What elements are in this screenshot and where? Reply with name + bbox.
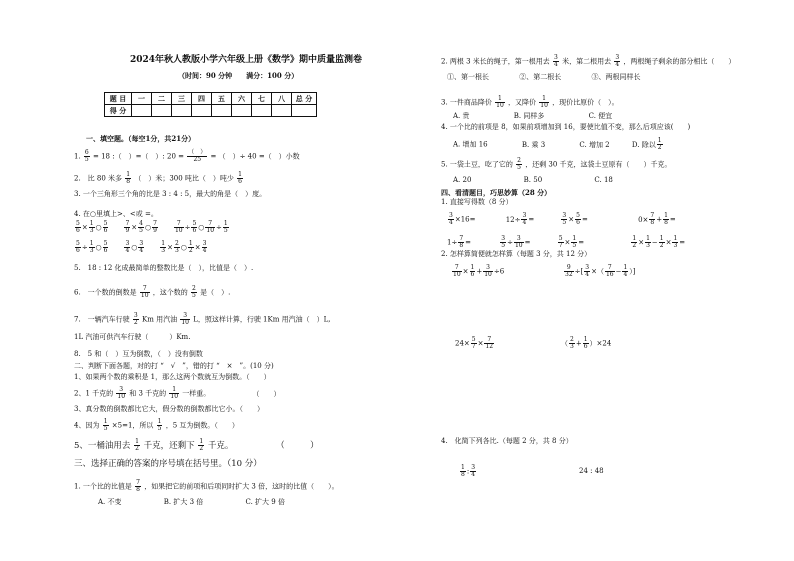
question-3: 3. 一个三角形三个角的比是 3 : 4 : 5，最大的角是（ ）度。: [74, 190, 267, 198]
score-input-cell[interactable]: [232, 105, 252, 117]
ratio-expression-2: 24 : 48: [579, 467, 604, 475]
score-cell: 七: [252, 93, 272, 105]
score-table-score-row: [105, 105, 317, 117]
score-cell: 一: [132, 93, 152, 105]
choice-5: 5. 一袋土豆，吃了它的 $\frac{2}{5}$ ，还剩 30 千克，这袋土豆原有（ ）千克。: [441, 157, 672, 171]
score-input-cell[interactable]: [132, 105, 152, 117]
calc-expression-2: $\frac{9}{32}$ ÷[ $\frac{3}{4}$ ×（ $\frac{7}{16}$ − $\frac{1}{4}$ ）]: [565, 264, 636, 278]
option[interactable]: C. 增加 2: [579, 140, 610, 149]
q-text: = 18 :（ ）=（ ）: 20 =: [92, 152, 185, 161]
choice-5-options: [453, 176, 613, 185]
score-input-cell[interactable]: [252, 105, 272, 117]
option[interactable]: B. 50: [523, 176, 543, 184]
question-8: 8. 5 和（ ）互为倒数，（ ）没有倒数: [74, 350, 203, 358]
score-cell: 总 分: [292, 93, 317, 105]
score-input-cell[interactable]: [192, 105, 212, 117]
score-input-cell[interactable]: [292, 105, 317, 117]
score-input-cell[interactable]: [152, 105, 172, 117]
option[interactable]: B. 扩大 3 倍: [163, 498, 204, 506]
choice-2: 2. 两根 3 米长的绳子，第一根用去 $\frac{3}{4}$ 米，第二根用去 $\frac{3}{4}$ ，两根绳子剩余的部分相比（ ）: [441, 54, 736, 68]
section-2-title: 二、判断下面各题，对的打 “ √ ”，错的打 “ × ”。(10 分): [74, 362, 274, 370]
fraction: （ ） 25: [188, 149, 207, 163]
score-input-cell[interactable]: [272, 105, 292, 117]
option[interactable]: B. 乘 3: [521, 140, 546, 149]
choice-3: 3. 一件商品降价 $\frac{1}{10}$ ，又降价 $\frac{1}{10}$ ，现价比原价（ ）。: [441, 95, 619, 109]
choice-2-options: [447, 73, 640, 82]
option[interactable]: C. 扩大 9 倍: [245, 498, 285, 506]
score-cell: 三: [172, 93, 192, 105]
calc-expression-4: （ $\frac{2}{3}$ + $\frac{1}{6}$ ）×24: [561, 336, 612, 350]
judge-5: 5、一桶油用去 $\frac{1}{2}$ 千克，还剩下 $\frac{1}{2}$ 千克。 （ ）: [74, 438, 319, 452]
page-title: 2024年秋人教版小学六年级上册《数学》期中质量监测卷: [130, 55, 363, 65]
exam-info: （时间：90 分钟 满分：100 分）: [178, 71, 299, 80]
judge-1: 1、如果两个数的乘积是 1，那么这两个数就互为倒数。（ ）: [74, 373, 271, 381]
judge-4: 4、因为 $\frac{1}{5}$ ×5=1，所以 $\frac{1}{5}$ ，5 互为倒数。（ ）: [74, 418, 239, 432]
option[interactable]: B. 同样多: [513, 112, 545, 120]
question-4-row-2: $\frac{5}{6}$ ÷ $\frac{1}{3}$ ○ $\frac{5}{6}$ $\frac{3}{4}$ ○ $\frac{3}{4}$ $\frac{1}{3}$ × $\frac{2}{3}$ ○ $\frac{1}{2}$ × $\frac{3}{4}$: [76, 240, 207, 254]
mental-math-row-2: 1÷ $\frac{7}{8}$ = $\frac{3}{5}$ ÷ $\frac{3}{10}$ = $\frac{5}{7}$ × $\frac{1}{5}$ = $\frac{1}{2}$ × $\frac{1}{3}$ − $\frac{1}{2}$ × $\frac{1}{3}$ =: [447, 235, 686, 249]
question-6: 6. 一个数的倒数是 $\frac{7}{10}$ ，这个数的 $\frac{2}{5}$ 是（ ）.: [74, 285, 231, 299]
q-text: 1.: [74, 152, 81, 161]
score-table-header-row: [105, 93, 317, 105]
choice-4: 4. 一个比的前项是 8，如果前项增加到 16，要使比值不变，那么后项应该( ): [441, 123, 691, 131]
part-4-title: 4. 化简下列各比.（每题 2 分，共 8 分）: [441, 437, 573, 445]
ratio-expression-1: $\frac{1}{8}$ : $\frac{3}{4}$: [461, 464, 476, 478]
q-text: = （ ）÷ 40 =（ ）小数: [210, 152, 300, 161]
section-3-title: 三、选择正确的答案的序号填在括号里。（10 分）: [74, 459, 262, 469]
score-cell: 六: [232, 93, 252, 105]
score-cell: 四: [192, 93, 212, 105]
section-4-title: 四、看清题目，巧思妙算（28 分）: [441, 188, 552, 197]
question-2: [74, 172, 244, 185]
option[interactable]: A. 增加 16: [453, 140, 488, 149]
score-cell: 题 目: [105, 93, 132, 105]
score-cell: 得 分: [105, 105, 132, 117]
part-2-title: 2. 怎样算简便就怎样算（每题 3 分，共 12 分）: [441, 250, 592, 258]
option[interactable]: A. 不变: [98, 498, 122, 506]
score-cell: 五: [212, 93, 232, 105]
section-1-title: 一、填空题。（每空1分，共21分）: [86, 134, 196, 143]
option[interactable]: A. 贵: [453, 112, 470, 120]
calc-expression-3: 24× $\frac{5}{7}$ × $\frac{7}{12}$: [455, 336, 494, 350]
question-4-title: 4. 在○里填上>、<或 =。: [74, 210, 158, 218]
question-7: 7. 一辆汽车行驶 $\frac{3}{2}$ Km 用汽油 $\frac{3}{10}$ L，照这样计算，行驶 1Km 用汽油（ ）L,: [74, 312, 331, 326]
fraction: $\frac{1}{6}$: [238, 171, 242, 185]
choice-4-options: [453, 138, 664, 151]
q-text: 2. 比 80 米多: [74, 174, 123, 183]
fraction: $\frac{6}{5}$: [84, 149, 89, 163]
choice-1-options: [98, 498, 285, 507]
score-cell: 八: [272, 93, 292, 105]
score-table: [104, 92, 317, 117]
q-text: （ ）米；300 吨比（ ）吨少: [134, 174, 234, 183]
option[interactable]: ①、第一根长: [447, 73, 489, 81]
option[interactable]: C. 便宜: [588, 112, 613, 120]
choice-3-options: [453, 112, 612, 121]
option[interactable]: ②、第二根长: [519, 73, 562, 81]
question-4-row-1: $\frac{5}{6}$ × $\frac{1}{3}$ ○ $\frac{5}{6}$ $\frac{7}{9}$ × $\frac{4}{5}$ ○ $\frac{7}{9}$ $\frac{7}{10}$ ÷ $\frac{5}{6}$ ○ $\frac{7}{10}$ ÷ $\frac{1}{5}$: [76, 220, 228, 234]
fraction: $\frac{1}{8}$: [126, 171, 131, 185]
choice-1: 1. 一个比的比值是 $\frac{7}{8}$ ，如果把它的前项和后项同时扩大 3 倍，这时的比值（ ）。: [74, 479, 339, 493]
question-5: 5. 18 : 12 化成最简单的整数比是（ ），比值是（ ）.: [74, 264, 254, 272]
part-1-title: 1. 直接写得数（8 分）: [441, 198, 513, 206]
judge-3: 3、真分数的倒数都比它大，假分数的倒数都比它小。（ ）: [74, 405, 264, 413]
option[interactable]: D. 除以 $\frac{1}{2}$: [631, 137, 662, 151]
question-1: [74, 150, 300, 163]
mental-math-row-1: $\frac{3}{4}$ ×16= 12÷ $\frac{3}{4}$ = $\frac{3}{5}$ × $\frac{5}{6}$ = 0× $\frac{7}{8}$ + $\frac{1}{8}$ =: [449, 212, 676, 226]
question-7-cont: 1L 汽油可供汽车行驶（ ）Km.: [74, 333, 191, 341]
option[interactable]: C. 18: [594, 176, 613, 184]
option[interactable]: A. 20: [453, 176, 472, 184]
calc-expression-1: $\frac{7}{10}$ × $\frac{1}{6}$ + $\frac{3}{10}$ ÷6: [453, 264, 505, 278]
score-cell: 二: [152, 93, 172, 105]
score-input-cell[interactable]: [172, 105, 192, 117]
score-input-cell[interactable]: [212, 105, 232, 117]
judge-2: 2、1 千克的 $\frac{3}{10}$ 和 3 千克的 $\frac{1}{10}$ 一样重。 （ ）: [74, 386, 281, 400]
option[interactable]: ③、两根同样长: [591, 73, 641, 81]
